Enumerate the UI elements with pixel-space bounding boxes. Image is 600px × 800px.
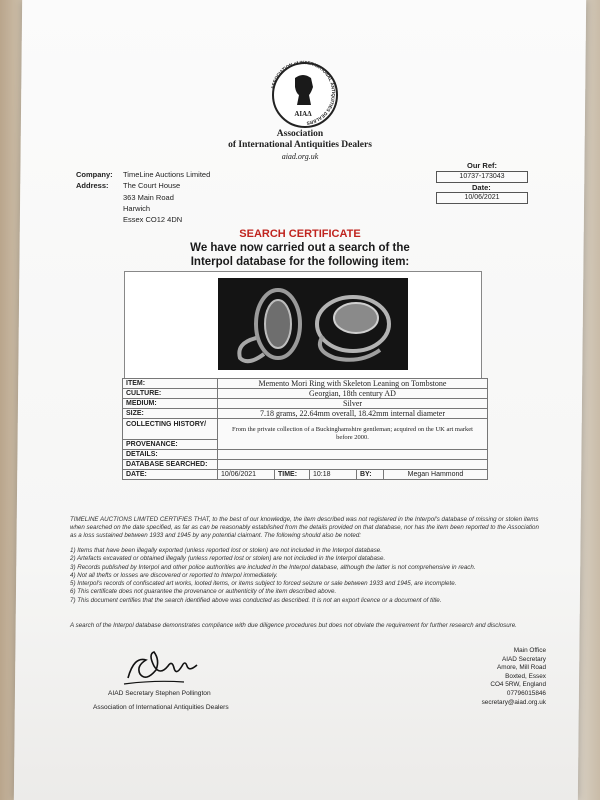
- database-searched-label: DATABASE SEARCHED:: [123, 460, 218, 470]
- heading-line1: We have now carried out a search of the: [190, 242, 410, 254]
- note-item: 3) Records published by Interpol and other police authorities are included in the Interpol database, although the latter is not comprehensive in reach.: [70, 563, 476, 571]
- our-ref-value: 10737-173043: [436, 171, 528, 183]
- address-line: Essex CO12 4DN: [123, 215, 183, 224]
- note-item: 7) This document certifies that the search identified above was conducted as described. It is not an export licence or a document of title.: [70, 596, 442, 604]
- table-row: [123, 389, 488, 399]
- database-searched-value: [218, 460, 488, 470]
- collecting-history-label: COLLECTING HISTORY/: [123, 419, 218, 440]
- item-details-table: [122, 378, 488, 480]
- medium-value: Silver: [218, 399, 488, 409]
- address-line: AIAD Secretary: [501, 655, 546, 663]
- provenance-label: PROVENANCE:: [123, 440, 218, 450]
- culture-value: Georgian, 18th century AD: [218, 389, 488, 399]
- signatory-org: Association of International Antiquities Dealers: [93, 704, 229, 711]
- notes-list: [70, 547, 540, 605]
- medium-label: MEDIUM:: [123, 399, 218, 409]
- company-label: Company:: [76, 170, 113, 179]
- table-row: [123, 409, 488, 419]
- search-time-label: TIME:: [275, 470, 310, 480]
- date-label: Date:: [472, 183, 491, 192]
- table-row: [123, 419, 488, 440]
- logo-monogram: AIAΔ: [294, 110, 312, 118]
- item-label: ITEM:: [123, 379, 218, 389]
- note-item: 5) Interpol's records of confiscated art works, looted items, or items subject to forced seizure or sale between 1933 and 1945, are incomplete.: [70, 580, 457, 588]
- heading-line2: Interpol database for the following item:: [190, 256, 410, 268]
- table-row: [123, 470, 488, 480]
- searched-by-label: BY:: [357, 470, 384, 480]
- culture-label: CULTURE:: [123, 389, 218, 399]
- company-value: TimeLine Auctions Limited: [123, 170, 211, 179]
- org-name-line1: Association: [276, 129, 324, 139]
- email-address: secretary@aiad.org.uk: [481, 698, 546, 706]
- address-line: 363 Main Road: [123, 193, 174, 202]
- disclaimer-text: A search of the Interpol database demonstrates compliance with due diligence procedures but does not obviate the requirement for further research and disclosure.: [70, 622, 517, 629]
- details-label: DETAILS:: [123, 450, 218, 460]
- collecting-history-value: From the private collection of a Buckinghamshire gentleman; acquired on the UK art market before 2000.: [218, 419, 488, 450]
- size-value: 7.18 grams, 22.64mm overall, 18.42mm internal diameter: [218, 409, 488, 419]
- ring-illustration: [218, 278, 408, 370]
- note-item: 4) Not all thefts or losses are discovered or reported to Interpol immediately.: [70, 571, 278, 579]
- warrior-helmet-icon: [295, 75, 313, 105]
- table-row: [123, 399, 488, 409]
- logo-ring-text: [266, 56, 340, 130]
- date-value: 10/06/2021: [436, 192, 528, 204]
- search-date-label: DATE:: [123, 470, 218, 480]
- details-value: [218, 450, 488, 460]
- phone-number: 07796015846: [506, 689, 546, 697]
- ring-photo: [218, 278, 408, 370]
- address-line: CO4 5RW, England: [490, 681, 546, 689]
- certificate-title: SEARCH CERTIFICATE: [239, 228, 361, 240]
- search-time-value: 10:18: [310, 470, 357, 480]
- logo-ring-caption: ASSOCIATION of INTERNATIONAL ANTIQUITIES DEALERS: [270, 59, 337, 126]
- note-item: 6) This certificate does not guarantee the provenance or authenticity of the item described above.: [70, 588, 337, 596]
- our-ref-label: Our Ref:: [467, 161, 497, 170]
- org-name-line2: of International Antiquities Dealers: [228, 140, 372, 150]
- search-date-value: 10/06/2021: [218, 470, 275, 480]
- searched-by-value: Megan Hammond: [384, 470, 488, 480]
- main-office-address: [440, 647, 546, 707]
- org-website: aiad.org.uk: [281, 152, 319, 161]
- address-line: Main Office: [513, 647, 546, 654]
- address-line: Harwich: [123, 204, 151, 213]
- certification-statement: TIMELINE AUCTIONS LIMITED CERTIFIES THAT, to the best of our knowledge, the item described was not registered in the Interpol's database of missing or stolen items when searched on the date specified, as far as can be reasonably established from the details provided on that database, nor has the item been reported to the Association as a loss sustained between 1933 and 1945 by any potential claimant. The following should also be noted:: [70, 516, 539, 539]
- address-line: Amore, Mill Road: [496, 664, 546, 672]
- address-line: The Court House: [123, 181, 181, 190]
- note-item: 2) Artefacts excavated or obtained illegally (unless reported lost or stolen) are not included in the Interpol database.: [70, 555, 386, 563]
- address-line: Boxted, Essex: [505, 672, 546, 680]
- address-label: Address:: [76, 181, 109, 190]
- size-label: SIZE:: [123, 409, 218, 419]
- table-row: [123, 460, 488, 470]
- table-row: [123, 379, 488, 389]
- handwritten-signature: [120, 646, 210, 690]
- note-item: 1) Items that have been illegally exported (unless reported lost or stolen) are not included in the Interpol database.: [70, 547, 382, 554]
- table-row: [123, 450, 488, 460]
- signatory-title: AIAD Secretary Stephen Pollington: [108, 690, 211, 697]
- item-value: Memento Mori Ring with Skeleton Leaning on Tombstone: [218, 379, 488, 389]
